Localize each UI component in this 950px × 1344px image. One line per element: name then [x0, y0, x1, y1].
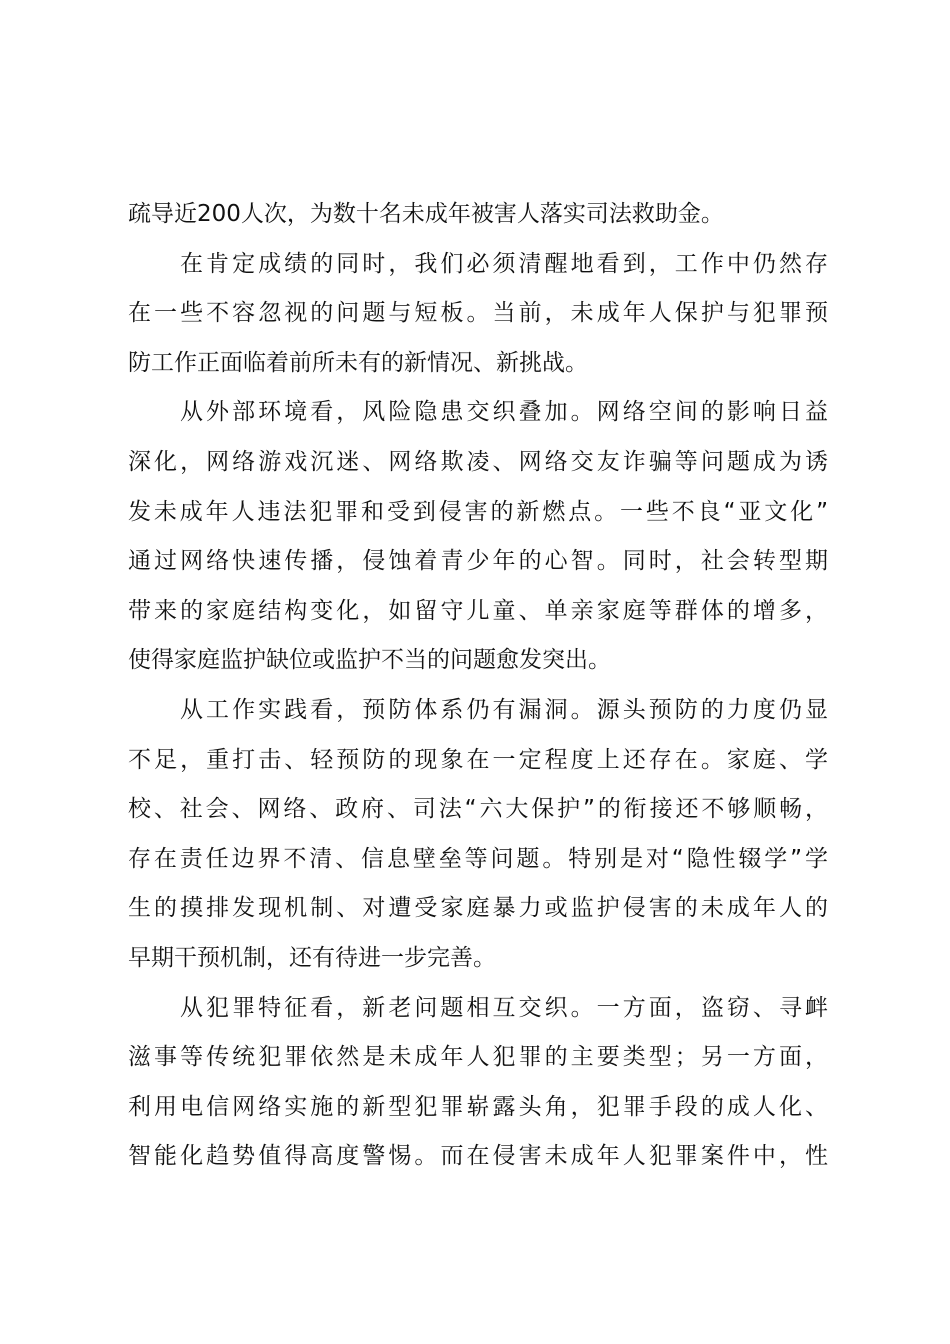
text-line: 利用电信网络实施的新型犯罪崭露头角，犯罪手段的成人化、: [128, 1093, 828, 1120]
text-line: 智能化趋势值得高度警惕。而在侵害未成年人犯罪案件中，性: [128, 1143, 828, 1170]
text-line: 带来的家庭结构变化，如留守儿童、单亲家庭等群体的增多，: [128, 597, 828, 624]
paragraph-first-line: 从工作实践看，预防体系仍有漏洞。源头预防的力度仍显: [180, 696, 828, 723]
paragraph-first-line: 从犯罪特征看，新老问题相互交织。一方面，盗窃、寻衅: [180, 994, 828, 1021]
text-line: 通过网络快速传播，侵蚀着青少年的心智。同时，社会转型期: [128, 548, 828, 575]
paragraph-first-line: 从外部环境看，风险隐患交织叠加。网络空间的影响日益: [180, 399, 828, 426]
text-line: 使得家庭监护缺位或监护不当的问题愈发突出。: [128, 647, 611, 674]
text-line: 滋事等传统犯罪依然是未成年人犯罪的主要类型；另一方面，: [128, 1044, 828, 1071]
text-line: 存在责任边界不清、信息壁垒等问题。特别是对“隐性辍学”学: [128, 845, 828, 872]
text-line: 早期干预机制，还有待进一步完善。: [128, 944, 496, 971]
text-line: 疏导近200人次，为数十名未成年被害人落实司法救助金。: [128, 201, 724, 227]
text-line: 不足，重打击、轻预防的现象在一定程度上还存在。家庭、学: [128, 746, 828, 773]
text-line: 防工作正面临着前所未有的新情况、新挑战。: [128, 349, 588, 376]
text-line: 深化，网络游戏沉迷、网络欺凌、网络交友诈骗等问题成为诱: [128, 448, 828, 475]
text-line: 发未成年人违法犯罪和受到侵害的新燃点。一些不良“亚文化”: [128, 498, 828, 525]
text-line: 校、社会、网络、政府、司法“六大保护”的衔接还不够顺畅，: [128, 796, 828, 823]
text-line: 在一些不容忽视的问题与短板。当前，未成年人保护与犯罪预: [128, 300, 828, 327]
paragraph-first-line: 在肯定成绩的同时，我们必须清醒地看到，工作中仍然存: [180, 250, 828, 277]
document-body: [128, 190, 828, 1182]
text-line: 生的摸排发现机制、对遭受家庭暴力或监护侵害的未成年人的: [128, 895, 828, 922]
